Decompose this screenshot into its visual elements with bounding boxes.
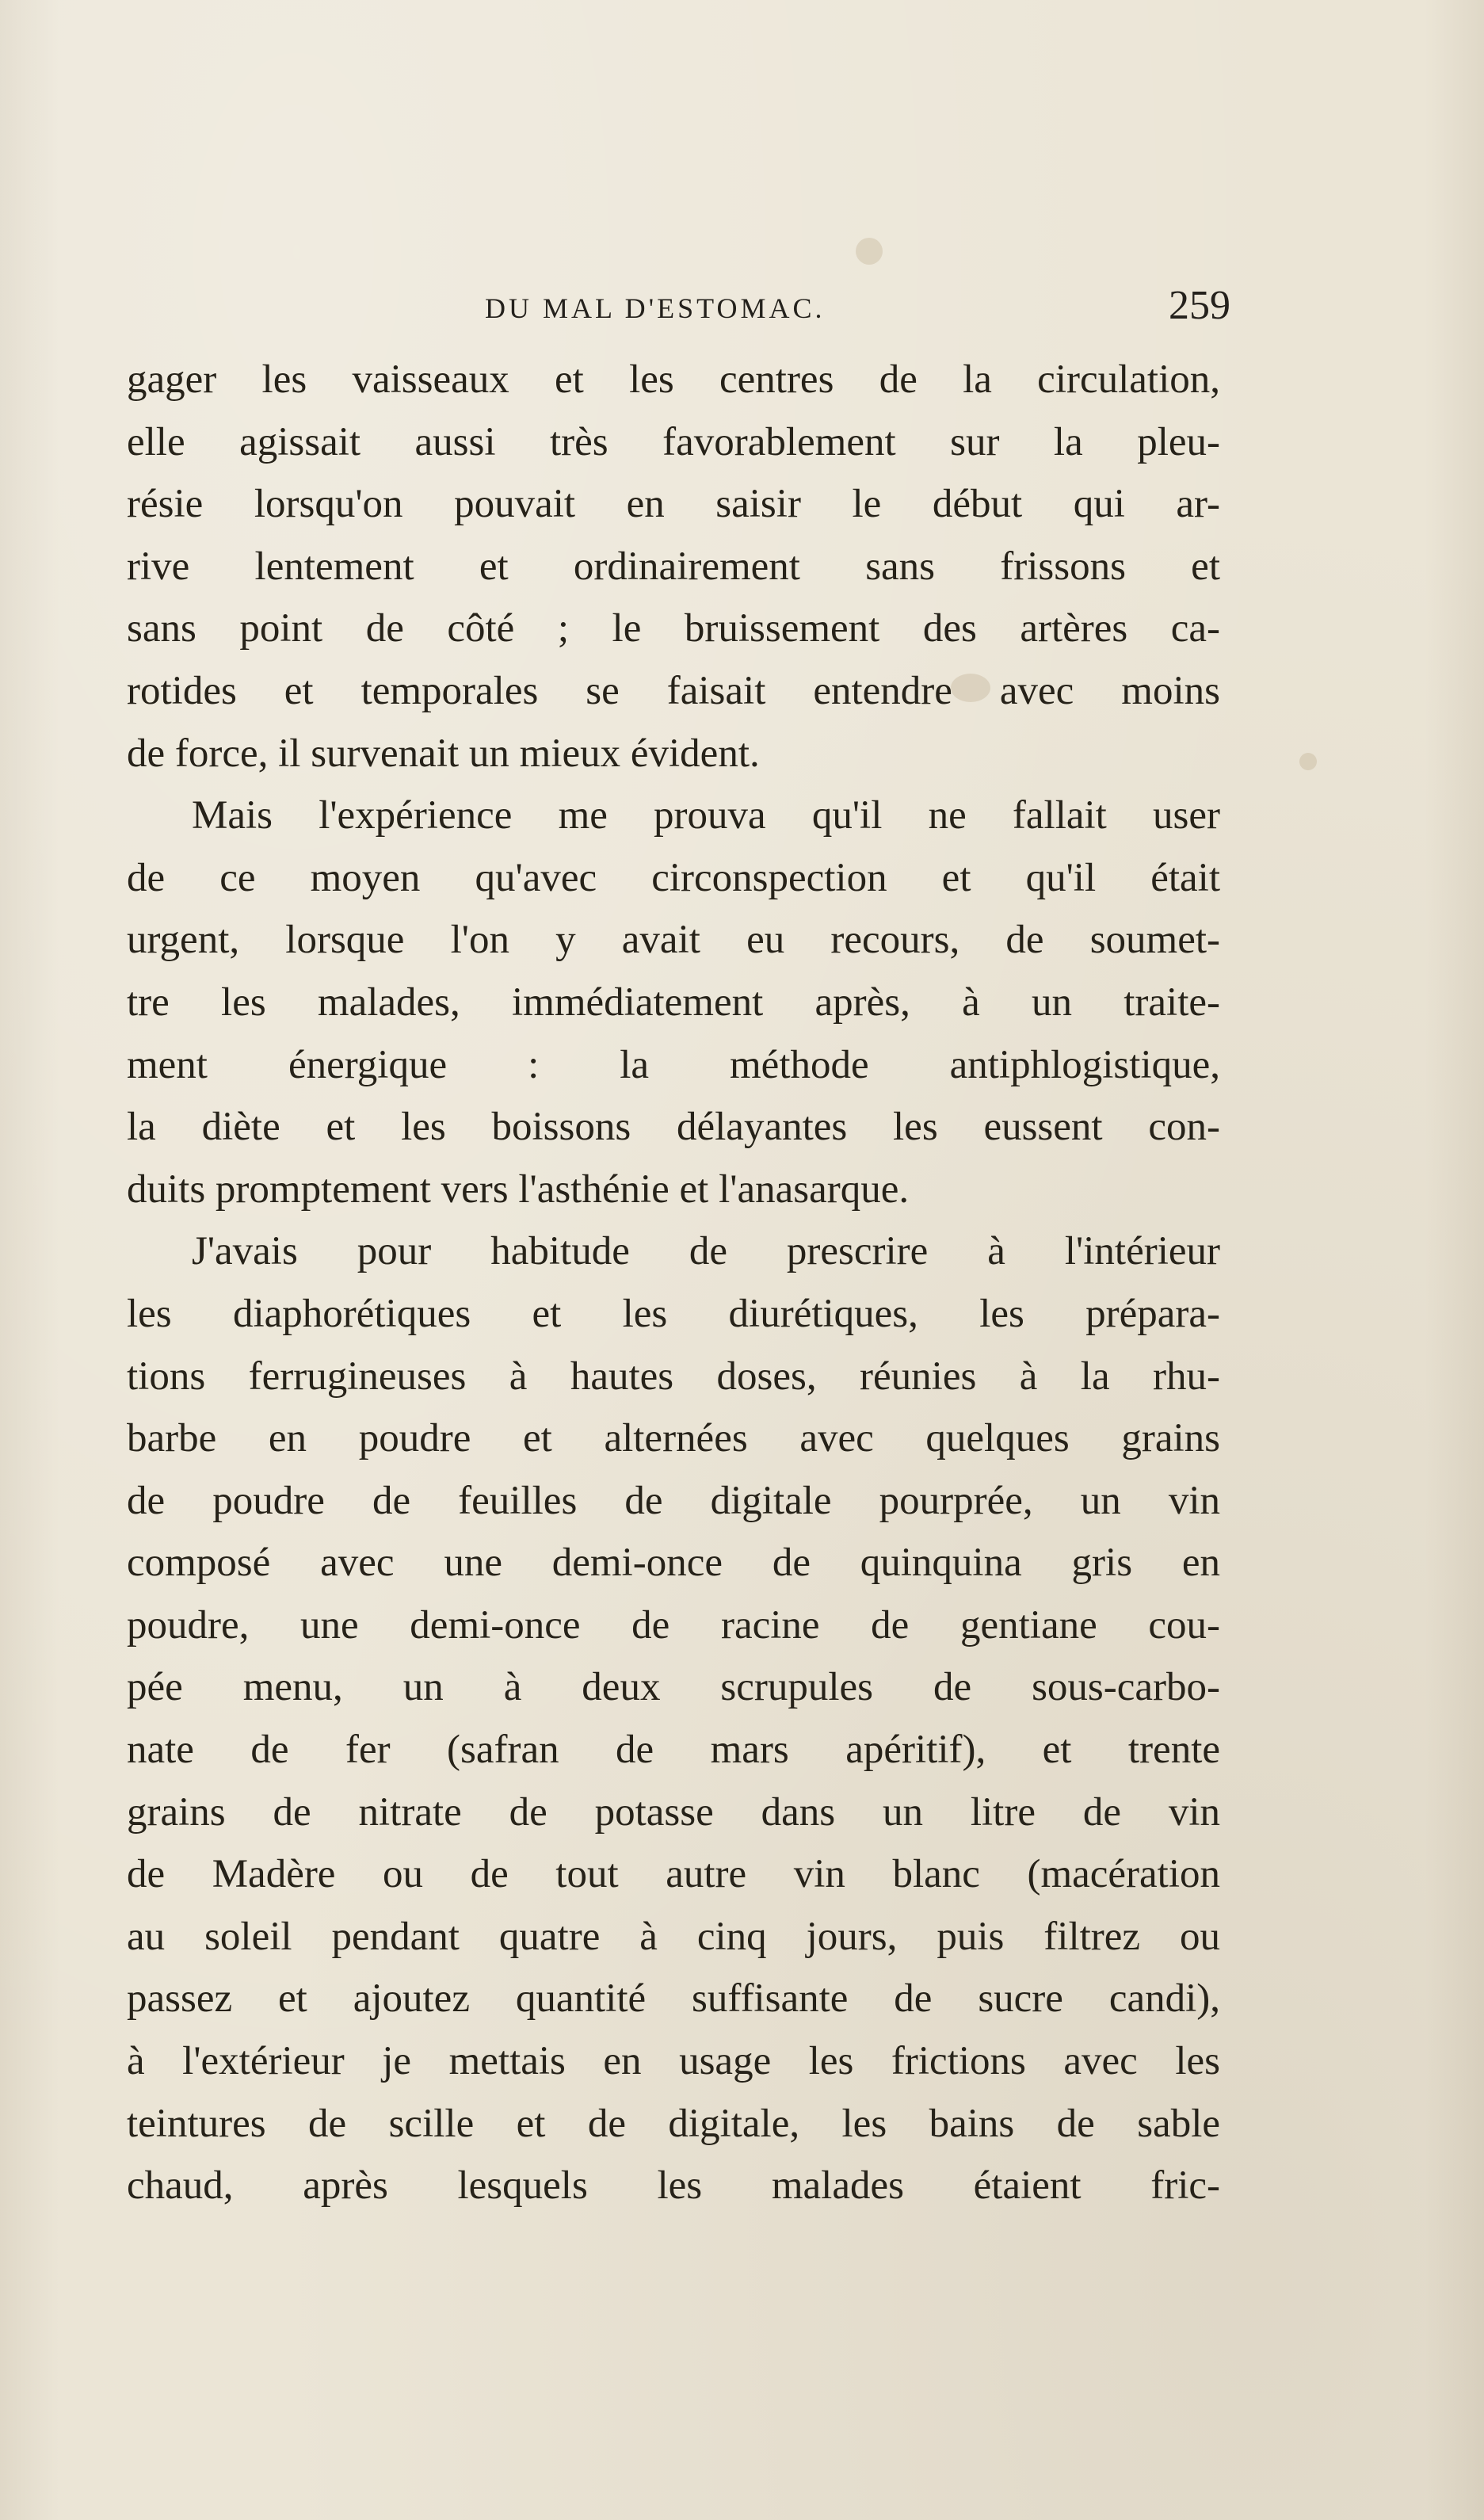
text-line: tre les malades, immédiatement après, à un traite- xyxy=(127,979,1220,1025)
paper-stain xyxy=(1299,753,1317,770)
paragraph xyxy=(127,349,1220,785)
paragraph xyxy=(127,785,1220,1220)
text-line: au soleil pendant quatre à cinq jours, puis filtrez ou xyxy=(127,1914,1220,1959)
text-line: composé avec une demi-once de quinquina gris en xyxy=(127,1541,1220,1586)
text-line: rive lentement et ordinairement sans frissons et xyxy=(127,544,1220,589)
text-line: à l'extérieur je mettais en usage les frictions avec les xyxy=(127,2039,1220,2084)
text-line: duits promptement vers l'asthénie et l'anasarque. xyxy=(127,1166,910,1212)
running-head xyxy=(135,283,1230,342)
text-line: elle agissait aussi très favorablement sur la pleu- xyxy=(127,419,1220,464)
paper-stain xyxy=(856,238,883,265)
text-line: sans point de côté ; le bruissement des artères ca- xyxy=(127,606,1220,651)
text-line: teintures de scille et de digitale, les bains de sable xyxy=(127,2101,1220,2146)
text-line: poudre, une demi-once de racine de gentiane cou- xyxy=(127,1602,1220,1648)
text-line: urgent, lorsque l'on y avait eu recours, de soumet- xyxy=(127,918,1220,963)
text-line: ment énergique : la méthode antiphlogistique, xyxy=(127,1042,1220,1087)
text-line: de ce moyen qu'avec circonspection et qu'il était xyxy=(127,855,1220,900)
text-line: la diète et les boissons délayantes les eussent con- xyxy=(127,1105,1220,1150)
text-line: les diaphorétiques et les diurétiques, les prépara- xyxy=(127,1291,1220,1336)
text-line: de force, il survenait un mieux évident. xyxy=(127,731,760,776)
text-line: grains de nitrate de potasse dans un litre de vin xyxy=(127,1789,1220,1835)
running-title: DU MAL D'ESTOMAC. xyxy=(485,292,826,324)
text-line: chaud, après lesquels les malades étaient fric- xyxy=(127,2163,1220,2209)
text-line: barbe en poudre et alternées avec quelques grains xyxy=(127,1416,1220,1461)
text-line: de poudre de feuilles de digitale pourprée, un vin xyxy=(127,1478,1220,1523)
text-line: de Madère ou de tout autre vin blanc (macération xyxy=(127,1852,1220,1897)
paragraph xyxy=(127,1220,1220,2217)
text-line: résie lorsqu'on pouvait en saisir le début qui ar- xyxy=(127,482,1220,527)
page-number: 259 xyxy=(1169,283,1230,328)
text-line: nate de fer (safran de mars apéritif), et trente xyxy=(127,1728,1220,1773)
text-line: gager les vaisseaux et les centres de la circulation, xyxy=(127,357,1220,402)
body-text xyxy=(127,349,1220,2217)
text-line: rotides et temporales se faisait entendre avec moins xyxy=(127,668,1220,713)
text-line: tions ferrugineuses à hautes doses, réunies à la rhu- xyxy=(127,1354,1220,1399)
text-line: Mais l'expérience me prouva qu'il ne fallait user xyxy=(192,793,1220,838)
text-line: pée menu, un à deux scrupules de sous-carbo- xyxy=(127,1665,1220,1710)
text-line: passez et ajoutez quantité suffisante de sucre candi), xyxy=(127,1976,1220,2022)
text-line: J'avais pour habitude de prescrire à l'intérieur xyxy=(192,1229,1220,1274)
